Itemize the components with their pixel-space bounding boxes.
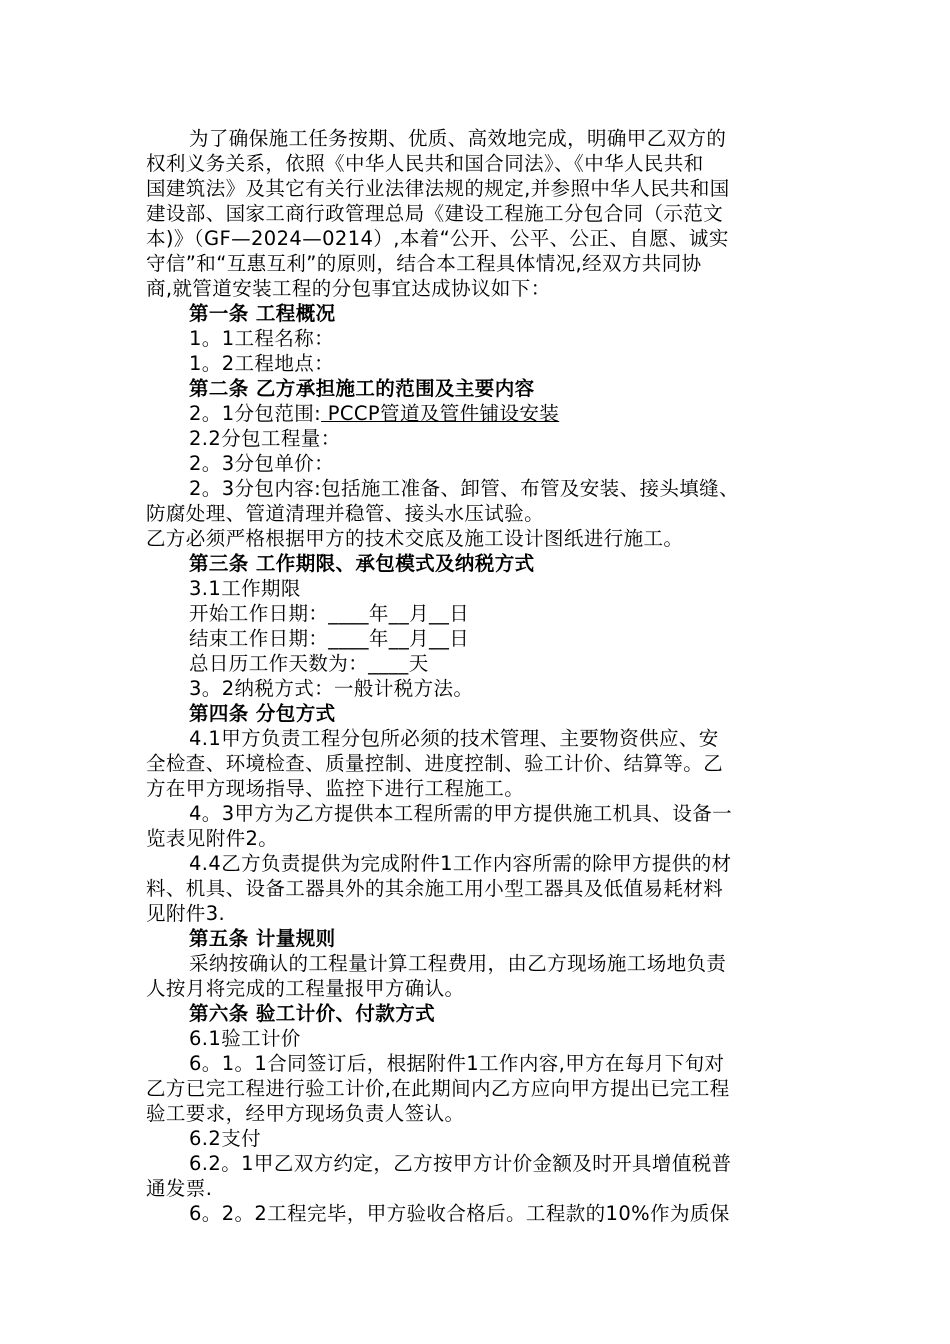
clause-4-1-line-2: 全检查、环境检查、质量控制、进度控制、验工计价、结算等。乙 (146, 752, 724, 775)
clause-4-1-line-1: 4.1甲方负责工程分包所必须的技术管理、主要物资供应、安 (189, 727, 719, 750)
subcontract-content-line-2: 防腐处理、管道清理并稳管、接头水压试验。 (146, 502, 545, 525)
clause-6-1-1-line-3: 验工要求，经甲方现场负责人签认。 (146, 1102, 465, 1125)
subcontract-scope-row (189, 401, 559, 426)
article-3-heading: 第三条 工作期限、承包模式及纳税方式 (189, 552, 535, 575)
clause-4-3-line-2: 览表见附件2。 (146, 827, 279, 850)
preamble-line-7: 商,就管道安装工程的分包事宜达成协议如下： (146, 277, 551, 300)
clause-4-4-line-1: 4.4乙方负责提供为完成附件1工作内容所需的除甲方提供的材 (189, 852, 732, 875)
clause-6-1-1-line-2: 乙方已完工程进行验工计价,在此期间内乙方应向甲方提出已完工程 (146, 1077, 730, 1100)
clause-4-4-line-3: 见附件3. (146, 902, 226, 925)
subcontract-unit-price-label: 2。3分包单价： (189, 452, 335, 475)
subcontract-scope-label: 2。1分包范围: (189, 402, 322, 425)
clause-6-2-2-line-1: 6。2。2工程完毕，甲方验收合格后。工程款的10%作为质保 (189, 1202, 730, 1225)
end-date-field: 结束工作日期：____年__月__日 (189, 627, 470, 650)
article-5-heading: 第五条 计量规则 (189, 927, 336, 950)
article-2-heading: 第二条 乙方承担施工的范围及主要内容 (189, 377, 535, 400)
preamble-line-6: 守信”和“互惠互利”的原则，结合本工程具体情况,经双方共同协 (146, 252, 702, 275)
valuation-label: 6.1验工计价 (189, 1027, 301, 1050)
total-days-field: 总日历工作天数为：____天 (189, 652, 429, 675)
project-location-label: 1。2工程地点： (189, 352, 335, 375)
article-4-heading: 第四条 分包方式 (189, 702, 336, 725)
clause-6-2-1-line-2: 通发票. (146, 1177, 213, 1200)
clause-6-1-1-line-1: 6。1。1合同签订后，根据附件1工作内容,甲方在每月下旬对 (189, 1052, 725, 1075)
preamble-line-3: 国建筑法》及其它有关行业法律法规的规定,并参照中华人民共和国 (146, 177, 730, 200)
construction-requirement: 乙方必须严格根据甲方的技术交底及施工设计图纸进行施工。 (146, 527, 684, 550)
subcontract-content-line-1: 2。3分包内容:包括施工准备、卸管、布管及安装、接头填缝、 (189, 477, 739, 500)
clause-4-1-line-3: 方在甲方现场指导、监控下进行工程施工。 (146, 777, 525, 800)
preamble-line-5: 本)》（GF—2024—0214）,本着“公开、公平、公正、自愿、诚实 (146, 227, 729, 250)
measurement-rule-line-2: 人按月将完成的工程量报甲方确认。 (146, 977, 465, 1000)
preamble-line-1: 为了确保施工任务按期、优质、高效地完成，明确甲乙双方的 (189, 127, 727, 150)
article-1-heading: 第一条 工程概况 (189, 302, 336, 325)
measurement-rule-line-1: 采纳按确认的工程量计算工程费用，由乙方现场施工场地负责 (189, 952, 727, 975)
subcontract-quantity-label: 2.2分包工程量： (189, 427, 341, 450)
tax-method: 3。2纳税方式：一般计税方法。 (189, 677, 474, 700)
clause-6-2-1-line-1: 6.2。1甲乙双方约定，乙方按甲方计价金额及时开具增值税普 (189, 1152, 732, 1175)
payment-label: 6.2支付 (189, 1127, 262, 1150)
project-name-label: 1。1工程名称： (189, 327, 335, 350)
clause-4-4-line-2: 料、机具、设备工器具外的其余施工用小型工器具及低值易耗材料 (146, 877, 724, 900)
preamble-line-2: 权利义务关系，依照《中华人民共和国合同法》、《中华人民共和 (146, 152, 704, 175)
preamble-line-4: 建设部、国家工商行政管理总局《建设工程施工分包合同（示范文 (146, 202, 724, 225)
subcontract-scope-value: PCCP管道及管件铺设安装 (321, 402, 560, 425)
article-6-heading: 第六条 验工计价、付款方式 (189, 1002, 435, 1025)
clause-4-3-line-1: 4。3甲方为乙方提供本工程所需的甲方提供施工机具、设备一 (189, 802, 733, 825)
work-period-label: 3.1工作期限 (189, 577, 301, 600)
start-date-field: 开始工作日期：____年__月__日 (189, 602, 470, 625)
